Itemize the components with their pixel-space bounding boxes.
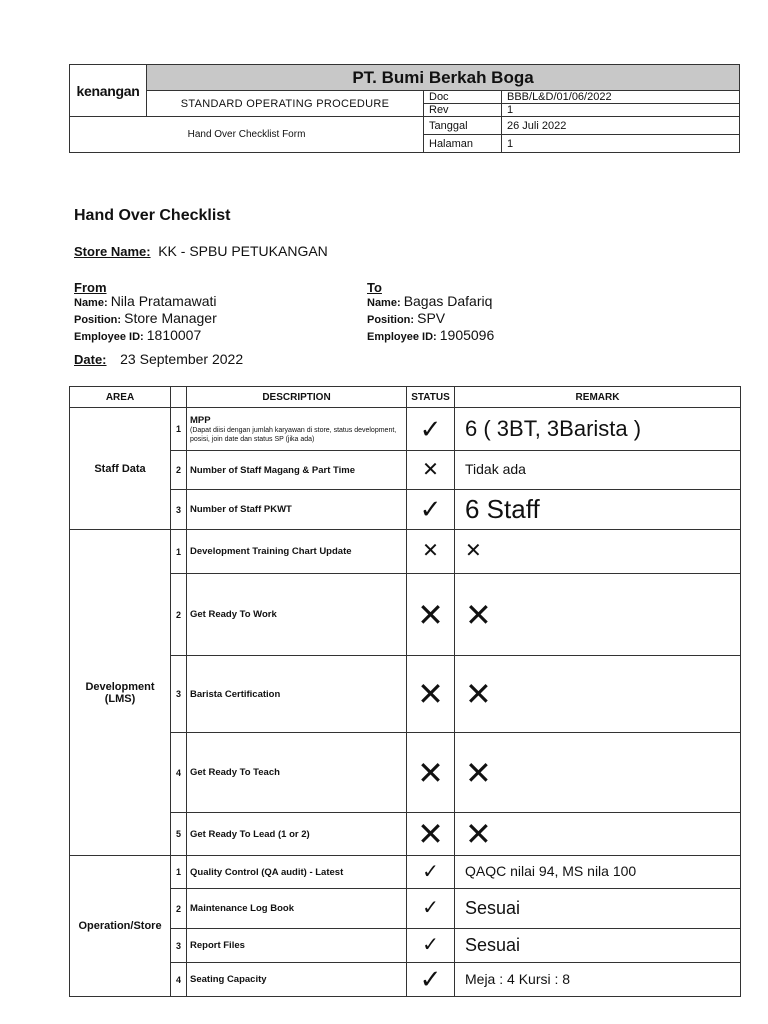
date-row [74, 351, 243, 367]
row-remark-text: 6 Staff [465, 494, 540, 524]
row-status [407, 733, 455, 813]
rev-label: Rev [424, 104, 502, 117]
from-id-label: Employee ID: [74, 331, 144, 343]
row-remark [455, 656, 741, 733]
row-num: 2 [171, 451, 187, 490]
doc-value: BBB/L&D/01/06/2022 [502, 91, 740, 104]
cross-icon: ✕ [465, 816, 492, 852]
store-name-value: KK - SPBU PETUKANGAN [158, 243, 328, 259]
from-position: Store Manager [124, 310, 217, 326]
row-remark-text: Meja : 4 Kursi : 8 [465, 970, 571, 987]
company-name: PT. Bumi Berkah Boga [147, 65, 740, 91]
row-remark-text: Tidak ada [465, 461, 526, 477]
table-row [70, 889, 741, 929]
cross-icon: ✕ [422, 458, 439, 481]
to-position-label: Position: [367, 314, 415, 326]
cross-icon: ✕ [417, 754, 444, 791]
row-remark-text: Sesuai [465, 935, 521, 955]
table-row [70, 813, 741, 856]
row-description: Quality Control (QA audit) - Latest [187, 856, 407, 889]
doc-label: Doc [424, 91, 502, 104]
col-remark: REMARK [455, 387, 741, 408]
cross-icon: ✕ [422, 540, 439, 562]
row-remark [455, 733, 741, 813]
checkmark-icon: ✓ [419, 494, 442, 524]
tanggal-label: Tanggal [424, 117, 502, 135]
row-num: 4 [171, 733, 187, 813]
date-value: 23 September 2022 [120, 351, 244, 367]
row-num: 3 [171, 656, 187, 733]
table-row [70, 656, 741, 733]
from-block [74, 280, 217, 345]
row-description: Number of Staff Magang & Part Time [187, 451, 407, 490]
row-remark [455, 929, 741, 963]
row-remark [455, 813, 741, 856]
row-status [407, 963, 455, 997]
row-description: Barista Certification [187, 656, 407, 733]
row-status [407, 856, 455, 889]
sop-header-table [69, 64, 740, 153]
row-status [407, 530, 455, 574]
halaman-label: Halaman [424, 135, 502, 153]
row-status [407, 656, 455, 733]
table-row [70, 408, 741, 451]
row-description-title: MPP [190, 414, 211, 426]
to-name-label: Name: [367, 297, 401, 309]
row-description: Get Ready To Lead (1 or 2) [187, 813, 407, 856]
row-remark [455, 856, 741, 889]
row-description: Number of Staff PKWT [187, 490, 407, 530]
row-remark-text: 6 ( 3BT, 3Barista ) [465, 416, 642, 441]
table-header-row [70, 387, 741, 408]
company-logo: kenangan [70, 65, 147, 117]
row-num: 3 [171, 929, 187, 963]
row-remark-text: Sesuai [465, 898, 521, 918]
row-status [407, 929, 455, 963]
from-id: 1810007 [146, 327, 202, 343]
row-num: 3 [171, 490, 187, 530]
row-remark [455, 451, 741, 490]
table-row [70, 490, 741, 530]
rev-value: 1 [502, 104, 740, 117]
row-description: Get Ready To Teach [187, 733, 407, 813]
col-num [171, 387, 187, 408]
sop-title: STANDARD OPERATING PROCEDURE [147, 91, 424, 117]
table-row [70, 530, 741, 574]
table-row [70, 574, 741, 656]
row-num: 5 [171, 813, 187, 856]
row-description: Maintenance Log Book [187, 889, 407, 929]
row-status [407, 574, 455, 656]
checkmark-icon: ✓ [419, 964, 442, 994]
row-num: 1 [171, 408, 187, 451]
row-remark [455, 490, 741, 530]
col-description: DESCRIPTION [187, 387, 407, 408]
row-status [407, 408, 455, 451]
row-remark [455, 963, 741, 997]
area-staff-data: Staff Data [70, 408, 171, 530]
table-row [70, 963, 741, 997]
row-description-note: (Dapat diisi dengan jumlah karyawan di store, status development, posisi, join date dan status SP (jika ada) [190, 426, 397, 443]
checkmark-icon: ✓ [419, 413, 442, 444]
row-status [407, 813, 455, 856]
table-row [70, 856, 741, 889]
cross-icon: ✕ [465, 754, 492, 791]
row-description: Seating Capacity [187, 963, 407, 997]
row-status [407, 889, 455, 929]
row-num: 1 [171, 530, 187, 574]
table-row [70, 733, 741, 813]
table-row [70, 929, 741, 963]
cross-icon: ✕ [465, 540, 482, 562]
from-position-label: Position: [74, 314, 122, 326]
cross-icon: ✕ [417, 676, 444, 712]
to-id: 1905096 [439, 327, 495, 343]
row-remark-text: QAQC nilai 94, MS nila 100 [465, 863, 637, 879]
cross-icon: ✕ [417, 596, 444, 633]
checklist-title: Hand Over Checklist [74, 207, 231, 224]
checklist-table [69, 386, 741, 997]
row-num: 1 [171, 856, 187, 889]
row-description [187, 408, 407, 451]
to-name: Bagas Dafariq [403, 293, 493, 309]
store-name-row [74, 243, 328, 259]
row-remark [455, 530, 741, 574]
row-description: Get Ready To Work [187, 574, 407, 656]
row-num: 2 [171, 574, 187, 656]
area-development: Development (LMS) [70, 530, 171, 856]
cross-icon: ✕ [465, 676, 492, 712]
row-remark [455, 574, 741, 656]
from-name-label: Name: [74, 297, 108, 309]
col-status: STATUS [407, 387, 455, 408]
to-position: SPV [417, 310, 446, 326]
store-name-label: Store Name: [74, 244, 151, 259]
row-num: 2 [171, 889, 187, 929]
table-row [70, 451, 741, 490]
form-name: Hand Over Checklist Form [70, 117, 424, 153]
row-status [407, 490, 455, 530]
checkmark-icon: ✓ [422, 897, 439, 919]
from-heading: From [74, 280, 107, 295]
row-remark [455, 408, 741, 451]
to-block [367, 280, 494, 345]
row-description: Report Files [187, 929, 407, 963]
row-num: 4 [171, 963, 187, 997]
area-operation-store: Operation/Store [70, 856, 171, 997]
row-status [407, 451, 455, 490]
col-area: AREA [70, 387, 171, 408]
tanggal-value: 26 Juli 2022 [502, 117, 740, 135]
to-id-label: Employee ID: [367, 331, 437, 343]
cross-icon: ✕ [417, 816, 444, 852]
to-heading: To [367, 280, 382, 295]
row-description: Development Training Chart Update [187, 530, 407, 574]
cross-icon: ✕ [465, 596, 492, 633]
checkmark-icon: ✓ [422, 860, 439, 883]
date-label: Date: [74, 352, 107, 367]
from-name: Nila Pratamawati [110, 293, 217, 309]
checkmark-icon: ✓ [422, 934, 439, 956]
row-remark [455, 889, 741, 929]
halaman-value: 1 [502, 135, 740, 153]
